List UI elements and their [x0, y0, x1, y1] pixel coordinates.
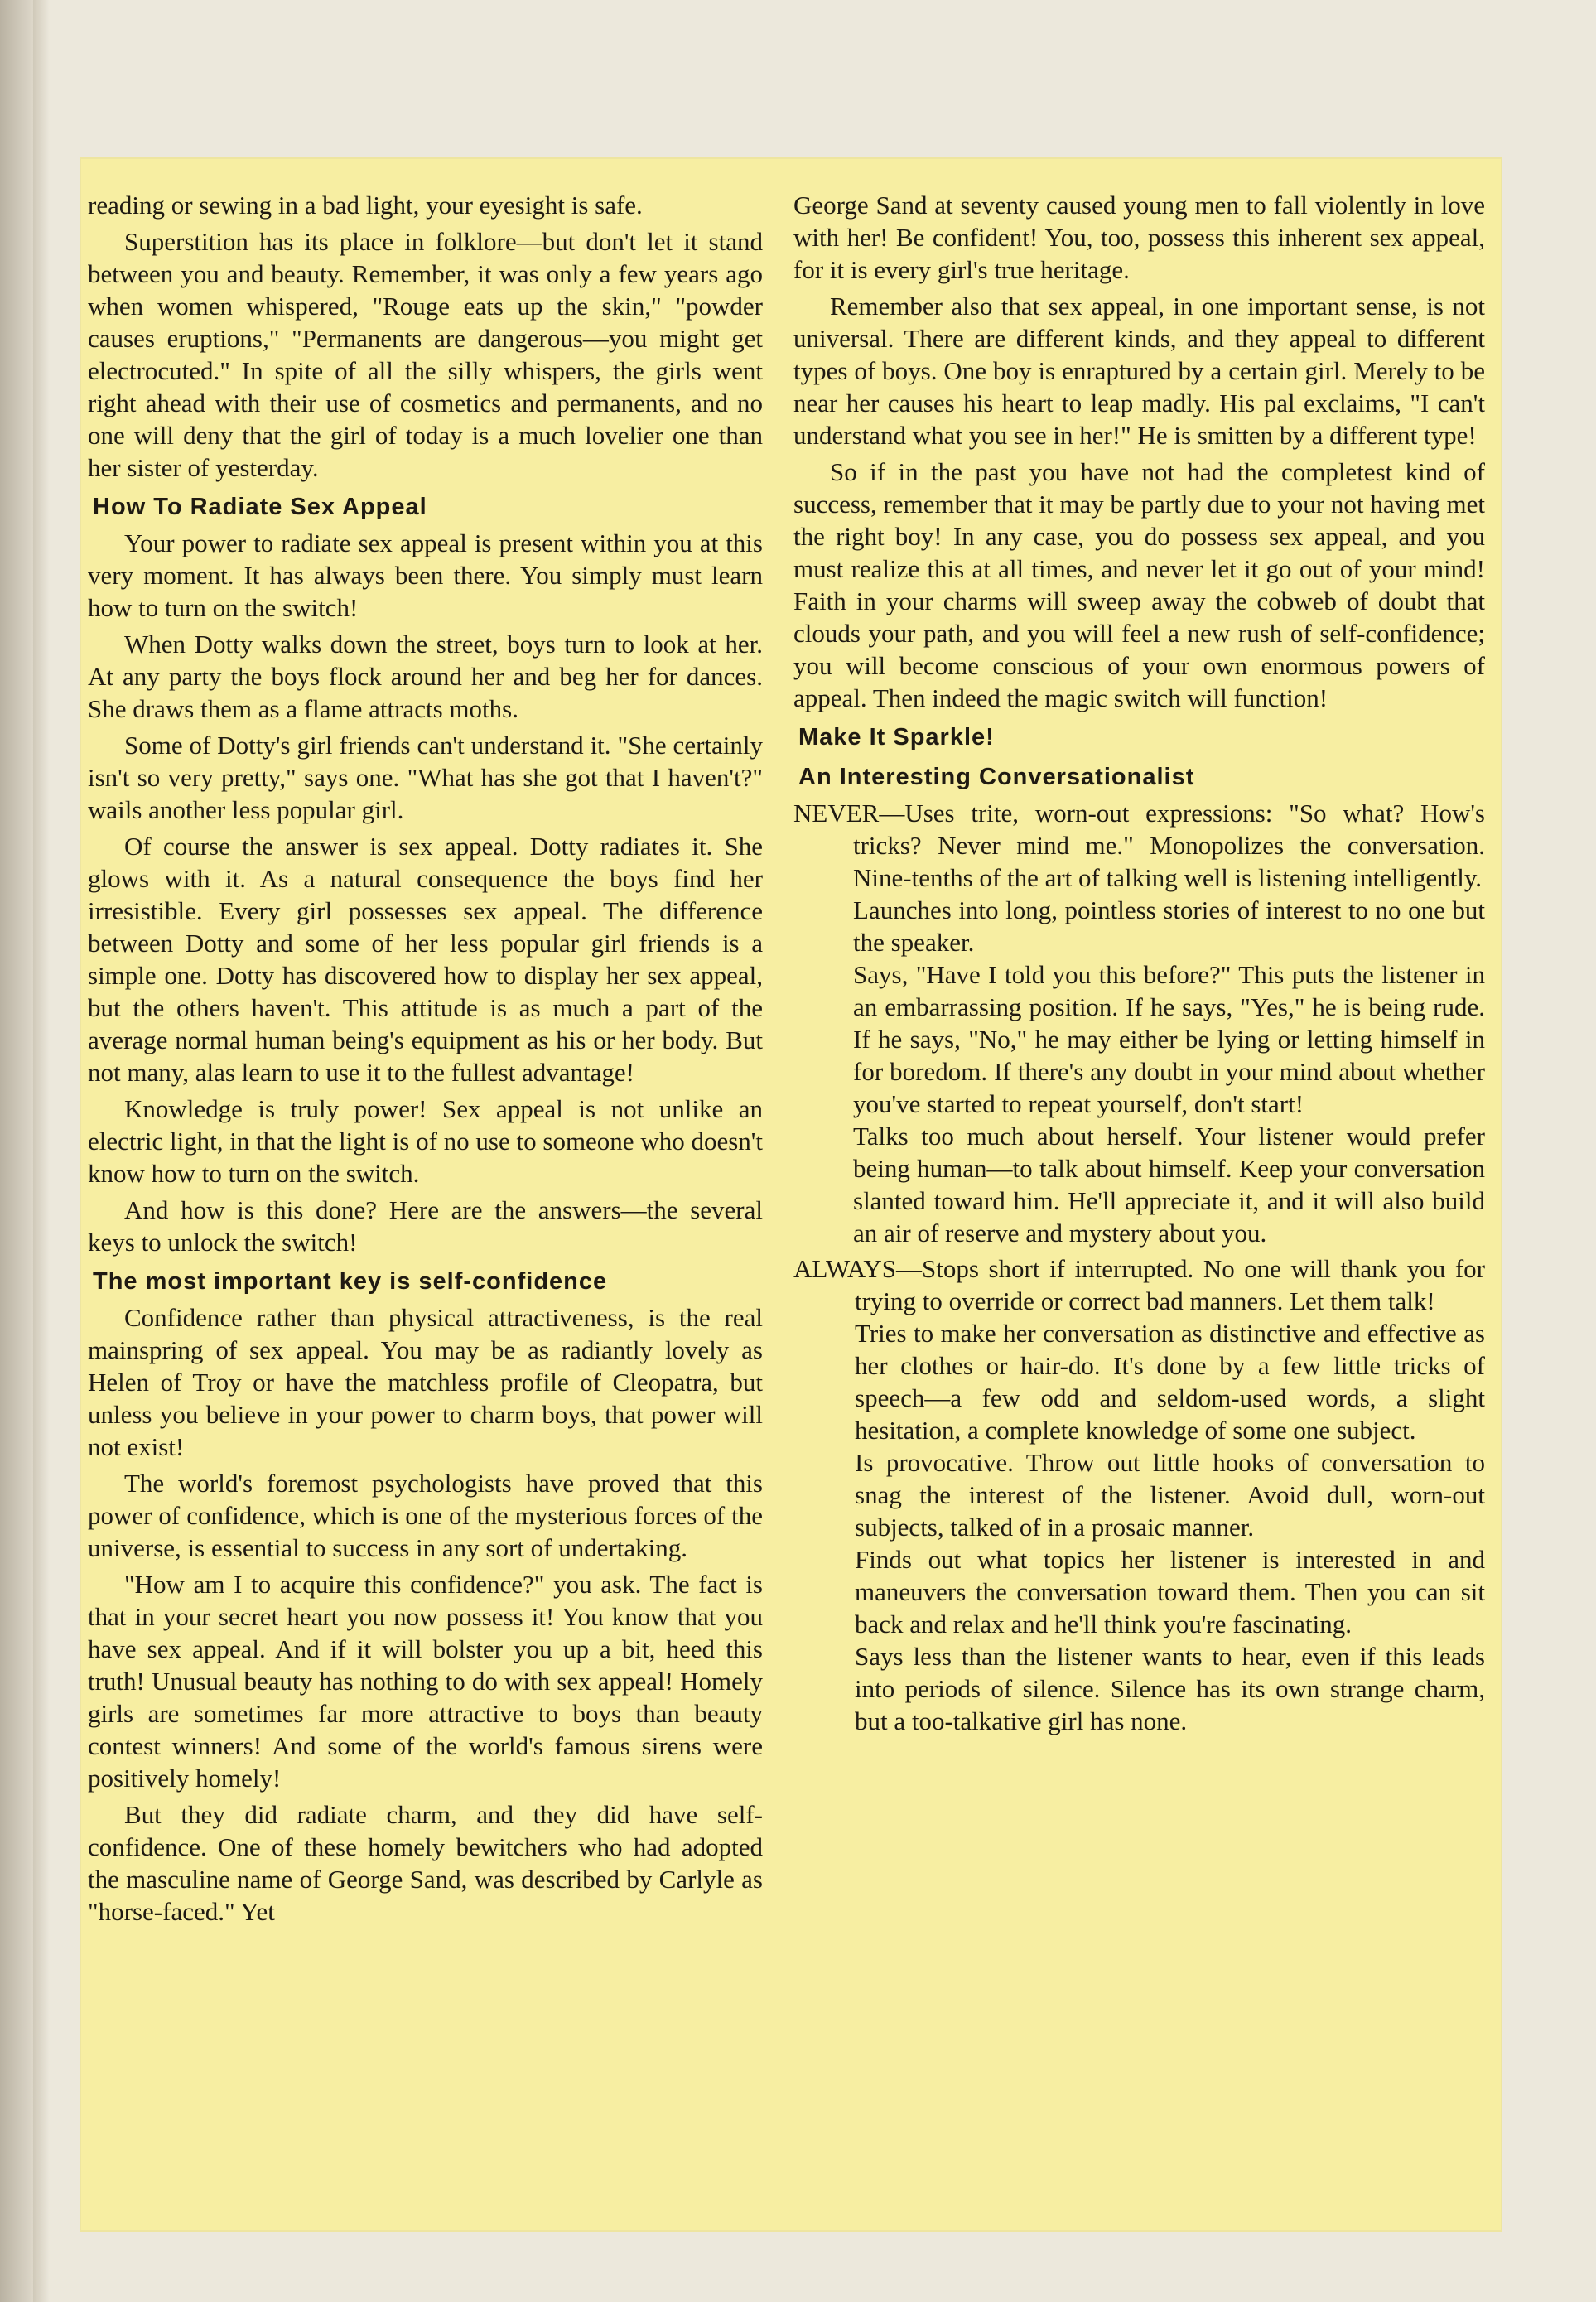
paragraph: Of course the answer is sex appeal. Dotty radiates it. She glows with it. As a natural consequence the boys find her irresistible. Every girl possesses sex appeal. The difference between Dotty and some of her less popular girl friends is a simple one. Dotty has discovered how to display her sex appeal, but the others haven't. This attitude is as much a part of the average normal human being's equipment as his or her body. But not many, alas learn to use it to the fullest advantage!: [88, 832, 763, 1087]
page-gutter-shadow: [33, 0, 50, 2302]
paragraph: Confidence rather than physical attractiveness, is the real mainspring of sex appeal. You may be as radiantly lovely as Helen of Troy or have the matchless profile of Cleopatra, but unless you believe in your power to charm boys, that power will not exist!: [88, 1303, 763, 1461]
page-gutter: [0, 0, 33, 2302]
paragraph: Some of Dotty's girl friends can't understand it. "She certainly isn't so very pretty," says one. "What has she got that I haven't?" wails another less popular girl.: [88, 731, 763, 824]
paragraph: When Dotty walks down the street, boys turn to look at her. At any party the boys flock around her and beg her for dances. She draws them as a flame attracts moths.: [88, 630, 763, 723]
paragraph: Knowledge is truly power! Sex appeal is not unlike an electric light, in that the light is of no use to someone who doesn't know how to turn on the switch.: [88, 1094, 763, 1188]
list-item: Says, "Have I told you this before?" This puts the listener in an embarrassing position. If he says, "Yes," he is being rude. If he says, "No," he may either be lying or letting himself in for boredom. If there's any doubt in your mind about whether you've started to repeat yourself, don't start!: [853, 960, 1485, 1118]
always-first-item: [793, 1252, 1485, 1317]
never-keyword: NEVER—: [793, 799, 905, 828]
paragraph: And how is this done? Here are the answers—the several keys to unlock the switch!: [88, 1195, 763, 1257]
paragraph: So if in the past you have not had the completest kind of success, remember that it may be partly due to your not having met the right boy! In any case, you do possess sex appeal, and you must realize this at all times, and never let it go out of your mind! Faith in your charms will sweep away the cobweb of doubt that clouds your path, and you will feel a new rush of self-confidence; you will become conscious of your own enormous powers of appeal. Then indeed the magic switch will function!: [793, 457, 1485, 712]
paragraph: Your power to radiate sex appeal is present within you at this very moment. It has always been there. You simply must learn how to turn on the switch!: [88, 528, 763, 622]
list-item: Launches into long, pointless stories of interest to no one but the speaker.: [853, 895, 1485, 957]
right-column: [793, 189, 1485, 1740]
never-first-item: [793, 797, 1485, 894]
paragraph: Superstition has its place in folklore—but don't let it stand between you and beauty. Remember, it was only a few years ago when women whispered, "Rouge eats up the skin," "powder causes eruptions," "Permanents are dangerous—you might get electrocuted." In spite of all the silly whispers, the girls went right ahead with their use of cosmetics and permanents, and no one will deny that the girl of today is a much lovelier one than her sister of yesterday.: [88, 227, 763, 482]
left-column: [88, 189, 763, 1932]
paragraph: The world's foremost psychologists have proved that this power of confidence, which is one of the mysterious forces of the universe, is essential to success in any sort of undertaking.: [88, 1469, 763, 1562]
never-list: [793, 797, 1485, 1249]
paragraph: reading or sewing in a bad light, your eyesight is safe.: [88, 191, 643, 220]
always-first-text: Stops short if interrupted. No one will thank you for trying to override or correct bad manners. Let them talk!: [855, 1254, 1485, 1315]
section-heading-radiate: How To Radiate Sex Appeal: [93, 494, 427, 520]
paragraph: But they did radiate charm, and they did have self-confidence. One of these homely bewitchers who had adopted the masculine name of George Sand, was described by Carlyle as "horse-faced." Yet: [88, 1800, 763, 1926]
list-item: Talks too much about herself. Your listener would prefer being human—to talk about himself. Keep your conversation slanted toward him. He'll appreciate it, and it will also build an air of reserve and mystery about you.: [853, 1122, 1485, 1248]
paragraph: Remember also that sex appeal, in one important sense, is not universal. There are different kinds, and they appeal to different types of boys. One boy is enraptured by a certain girl. Merely to be near her causes his heart to leap madly. His pal exclaims, "I can't understand what you see in her!" He is smitten by a different type!: [793, 292, 1485, 450]
section-heading-sparkle: Make It Sparkle!: [798, 724, 995, 750]
article-panel: [80, 157, 1502, 2232]
section-heading-key: The most important key is self-confidence: [93, 1268, 608, 1295]
list-item: Is provocative. Throw out little hooks of conversation to snag the interest of the listener. Avoid dull, worn-out subjects, talked of in a prosaic manner.: [855, 1448, 1485, 1542]
section-heading-conversationalist: An Interesting Conversationalist: [798, 764, 1195, 790]
paragraph: George Sand at seventy caused young men to fall violently in love with her! Be confident! You, too, possess this inherent sex appeal, for it is every girl's true heritage.: [793, 191, 1485, 284]
list-item: Says less than the listener wants to hear, even if this leads into periods of silence. Silence has its own strange charm, but a too-talkative girl has none.: [855, 1642, 1485, 1735]
paragraph: "How am I to acquire this confidence?" you ask. The fact is that in your secret heart you now possess it! You know that you have sex appeal. And if it will bolster you up a bit, heed this truth! Unusual beauty has nothing to do with sex appeal! Homely girls are sometimes far more attractive to boys than beauty contest winners! And some of the world's famous sirens were positively homely!: [88, 1570, 763, 1793]
always-keyword: ALWAYS—: [793, 1254, 923, 1283]
never-first-text: Uses trite, worn-out expressions: "So what? How's tricks? Never mind me." Monopolizes the conversation. Nine-tenths of the art of talking well is listening intelligently.: [853, 799, 1485, 892]
always-list: [793, 1252, 1485, 1737]
list-item: Finds out what topics her listener is interested in and maneuvers the conversation toward them. Then you can sit back and relax and he'll think you're fascinating.: [855, 1545, 1485, 1638]
list-item: Tries to make her conversation as distinctive and effective as her clothes or hair-do. It's done by a few little tricks of speech—a few odd and seldom-used words, a slight hesitation, a complete knowledge of some one subject.: [855, 1319, 1485, 1445]
